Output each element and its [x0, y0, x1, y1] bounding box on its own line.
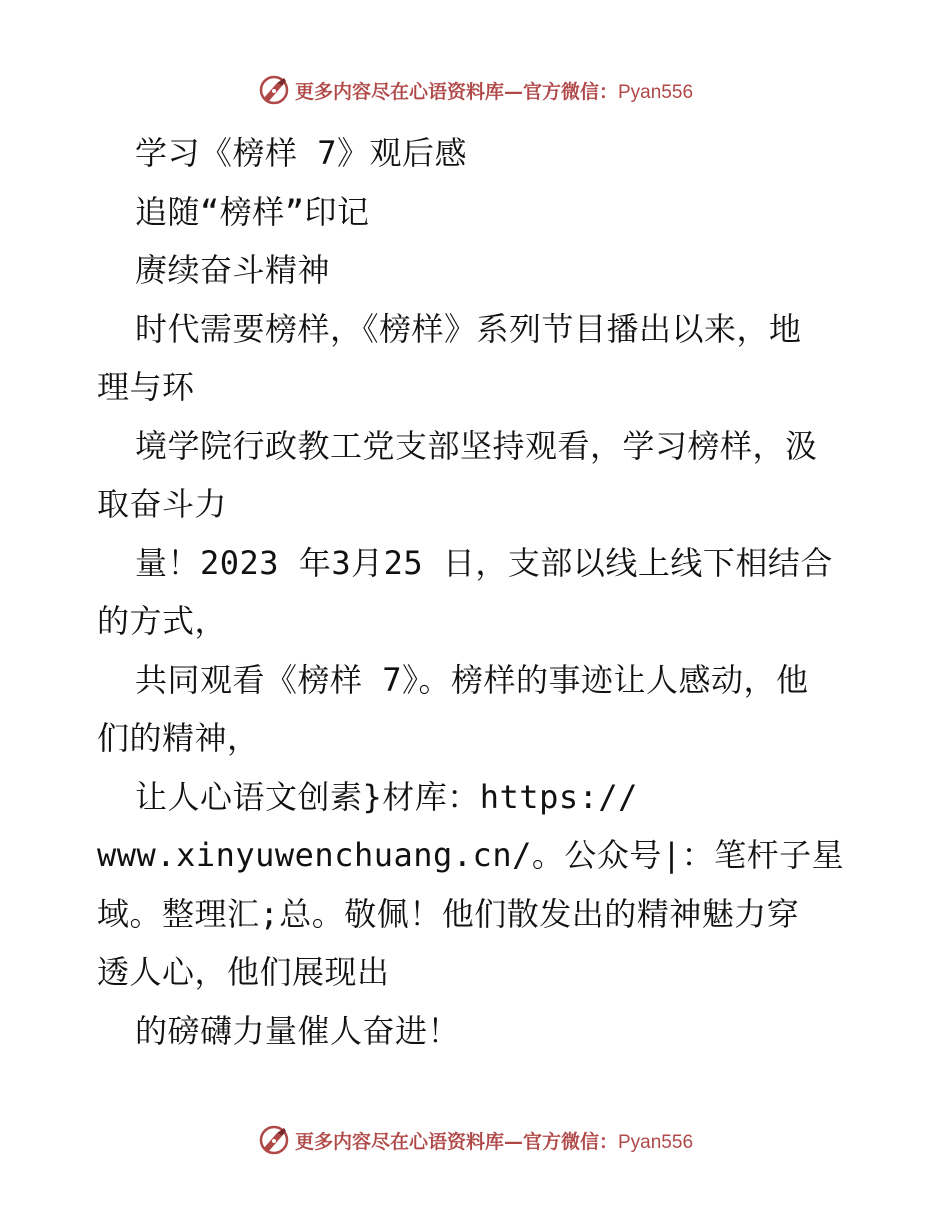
pen-nib-logo-icon	[257, 1123, 291, 1157]
banner-text: 更多内容尽在心语资料库—官方微信：Pyan556	[294, 1130, 694, 1153]
text-line: 时代需要榜样，《榜样》系列节目播出以来，地	[135, 309, 802, 348]
text-line: 透人心，他们展现出	[97, 953, 390, 991]
pen-nib-logo-icon	[257, 73, 291, 107]
text-line: 的磅礴力量催人奋进！	[135, 1011, 461, 1050]
banner-text: 更多内容尽在心语资料库—官方微信：Pyan556	[294, 80, 694, 103]
banner-contact: Pyan556	[618, 1131, 694, 1153]
text-line: www.xinyuwenchuang.cn/。公众号|：笔杆子星	[97, 836, 845, 874]
document-body	[97, 124, 877, 1060]
text-line: 们的精神，	[97, 719, 260, 757]
text-line: 共同观看《榜样 7》。榜样的事迹让人感动，他	[135, 660, 809, 699]
text-line: 域。整理汇;总。敬佩！他们散发出的精神魅力穿	[97, 894, 800, 933]
text-line: 境学院行政教工党支部坚持观看，学习榜样，汲	[135, 426, 818, 465]
footer-banner	[0, 1120, 950, 1160]
text-line: 赓续奋斗精神	[135, 251, 331, 289]
text-line: 学习《榜样 7》观后感	[135, 134, 468, 172]
text-line: 追随“榜样”印记	[135, 192, 370, 231]
text-line: 让人心语文创素}材库：https://	[135, 777, 638, 816]
header-banner	[0, 70, 950, 110]
text-line: 理与环	[97, 368, 195, 406]
text-line: 的方式，	[97, 602, 228, 640]
text-line: 取奋斗力	[97, 485, 228, 523]
text-line: 量！2023 年3月25 日，支部以线上线下相结合	[135, 543, 833, 582]
banner-contact: Pyan556	[618, 81, 694, 103]
